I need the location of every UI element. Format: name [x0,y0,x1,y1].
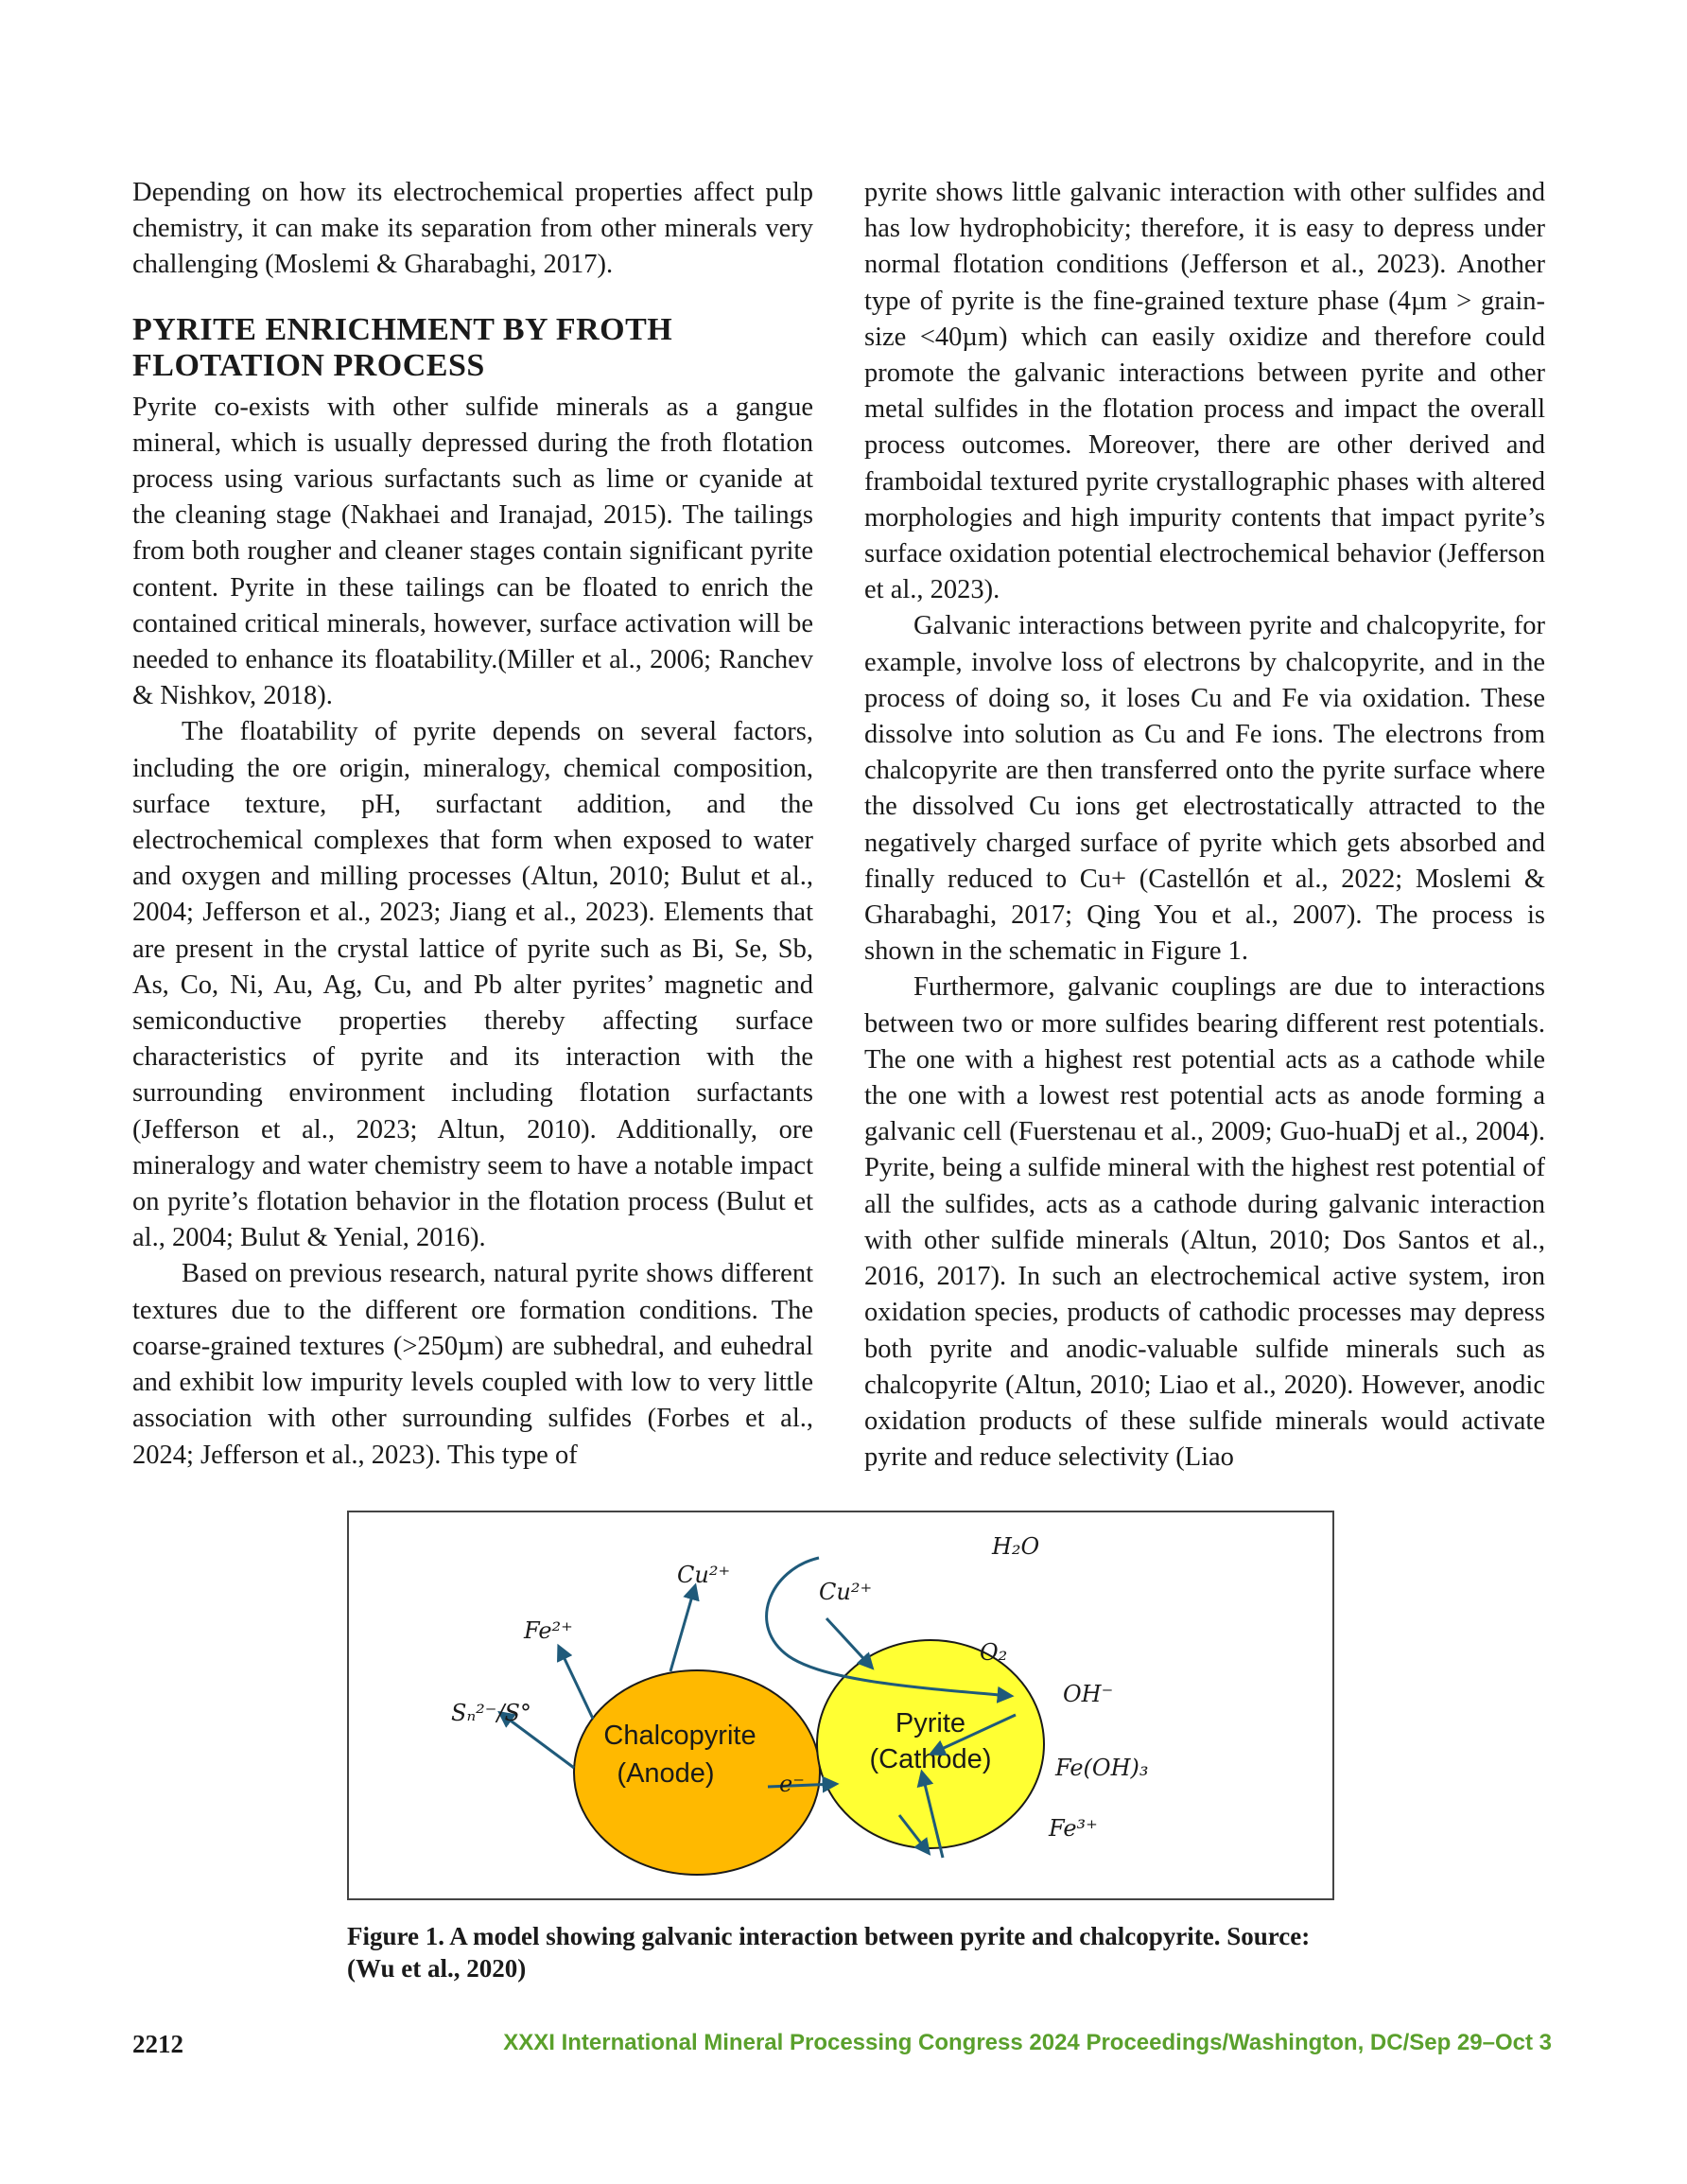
fe2-arrow [559,1647,593,1719]
cu2-cathode-label: Cu²⁺ [819,1579,873,1605]
paragraph: Pyrite co-exists with other sulfide minerals as a gangue mineral, which is usually depressed during the froth flotation process using various surfactants such as lime or cyanide at the cleaning stage (Nakhaei and Iranajad, 2015). The tailings from both rougher and cleaner stages contain significant pyrite content. Pyrite in these tailings can be floated to enrich the contained critical minerals, however, surface activation will be needed to enhance its floatability.(Miller et al., 2006; Ranchev & Nishkov, 2018). [132,392,813,711]
paragraph: Based on previous research, natural pyrite shows different textures due to the different ore formation conditions. The coarse-grained textures (>250µm) are subhedral, and euhedral and exhibit low impurity levels coupled with low to very little association with other surrounding sulfides (Forbes et al., 2024; Jefferson et al., 2023). This type of [132,1259,813,1470]
paragraph: Depending on how its electrochemical properties affect pulp chemistry, it can make its separation from other minerals very challenging (Moslemi & Gharabaghi, 2017). [132,178,813,280]
o2-label: O₂ [980,1639,1008,1666]
paragraph: Furthermore, galvanic couplings are due to interactions between two or more sulfides bearing different rest potentials. The one with a highest rest potential acts as a cathode while the one with a lowest rest potential acts as anode forming a galvanic cell (Fuerstenau et al., 2009; Guo-huaDj et al., 2004). Pyrite, being a sulfide mineral with the highest rest potential of all the sulfides, acts as a cathode during galvanic interaction with other sulfide minerals (Altun, 2010; Dos Santos et al., 2016, 2017). In such an electrochemical active system, iron oxidation species, products of cathodic processes may depress both pyrite and anodic-valuable sulfide minerals such as chalcopyrite (Altun, 2010; Liao et al., 2020). However, anodic oxidation products of these sulfide minerals would activate pyrite and reduce selectivity (Liao [864,972,1545,1473]
paragraph: Galvanic interactions between pyrite and chalcopyrite, for example, involve loss of electrons by chalcopyrite, and in the process of doing so, it loses Cu and Fe via oxidation. These dissolve into solution as Cu and Fe ions. The electrons from chalcopyrite are then transferred onto the pyrite surface where the dissolved Cu ions get electrostatically attracted to the negatively charged surface of pyrite which gets absorbed and finally reduced to Cu+ (Castellón et al., 2022; Moslemi & Gharabaghi, 2017; Qing You et al., 2007). The process is shown in the schematic in Figure 1. [864,611,1545,967]
figure-caption: Figure 1. A model showing galvanic interaction between pyrite and chalcopyrite. Source: (Wu et al., 2020) [347,1922,1311,1983]
cathode-label-name: Pyrite [895,1708,966,1738]
sulfur-label: Sₙ²⁻/S° [451,1700,531,1726]
right-column [864,175,1545,1476]
cu2-anode-label: Cu²⁺ [677,1562,731,1588]
fe3-label: Fe³⁺ [1049,1815,1098,1842]
oh-label: OH⁻ [1063,1681,1114,1707]
h2o-label: H₂O [992,1533,1040,1560]
paragraph: The floatability of pyrite depends on several factors, including the ore origin, mineralogy, chemical composition, surface texture, pH, surfactant addition, and the electrochemical complexes that form when exposed to water and oxygen and milling processes (Altun, 2010; Bulut et al., 2004; Jefferson et al., 2023; Jiang et al., 2023). Elements that are present in the crystal lattice of pyrite such as Bi, Se, Sb, As, Co, Ni, Au, Ag, Cu, and Pb alter pyrites’ magnetic and semiconductive properties thereby affecting surface characteristics of pyrite and its interaction with the surrounding environment including flotation surfactants (Jefferson et al., 2023; Altun, 2010). Additionally, ore mineralogy and water chemistry seem to have a notable impact on pyrite’s flotation behavior in the flotation process (Bulut et al., 2004; Bulut & Yenial, 2016). [132,717,813,1253]
fe2-label: Fe²⁺ [524,1617,573,1644]
galvanic-diagram [349,1512,1332,1898]
section-heading: PYRITE ENRICHMENT BY FROTH FLOTATION PROCESS [132,311,673,383]
anode-label-role: (Anode) [617,1758,715,1789]
cu2-anode-arrow [670,1586,695,1671]
cu2-cathode-arrow [826,1618,872,1668]
cathode-label-role: (Cathode) [869,1744,992,1774]
figure-galvanic-model [347,1511,1334,1900]
electron-label: e⁻ [779,1771,805,1797]
left-column [132,175,813,1474]
feoh3-label: Fe(OH)₃ [1055,1755,1149,1781]
page-number: 2212 [132,2030,183,2058]
anode-label-name: Chalcopyrite [603,1721,757,1751]
paragraph: pyrite shows little galvanic interaction with other sulfides and has low hydrophobicity; therefore, it is easy to depress under normal flotation conditions (Jefferson et al., 2023). Another type of pyrite is the fine-grained texture phase (4µm > grain-size <40µm) which can easily oxidize and therefore could promote the galvanic interactions between pyrite and other metal sulfides in the flotation process and impact the overall process outcomes. Moreover, there are other derived and framboidal textured pyrite crystallographic phases with altered morphologies and high impurity contents that impact pyrite’s surface oxidation potential electrochemical behavior (Jefferson et al., 2023). [864,178,1545,605]
running-title: XXXI International Mineral Processing Congress 2024 Proceedings/Washington, DC/Sep 29–Oct 3 [503,2030,1552,2055]
